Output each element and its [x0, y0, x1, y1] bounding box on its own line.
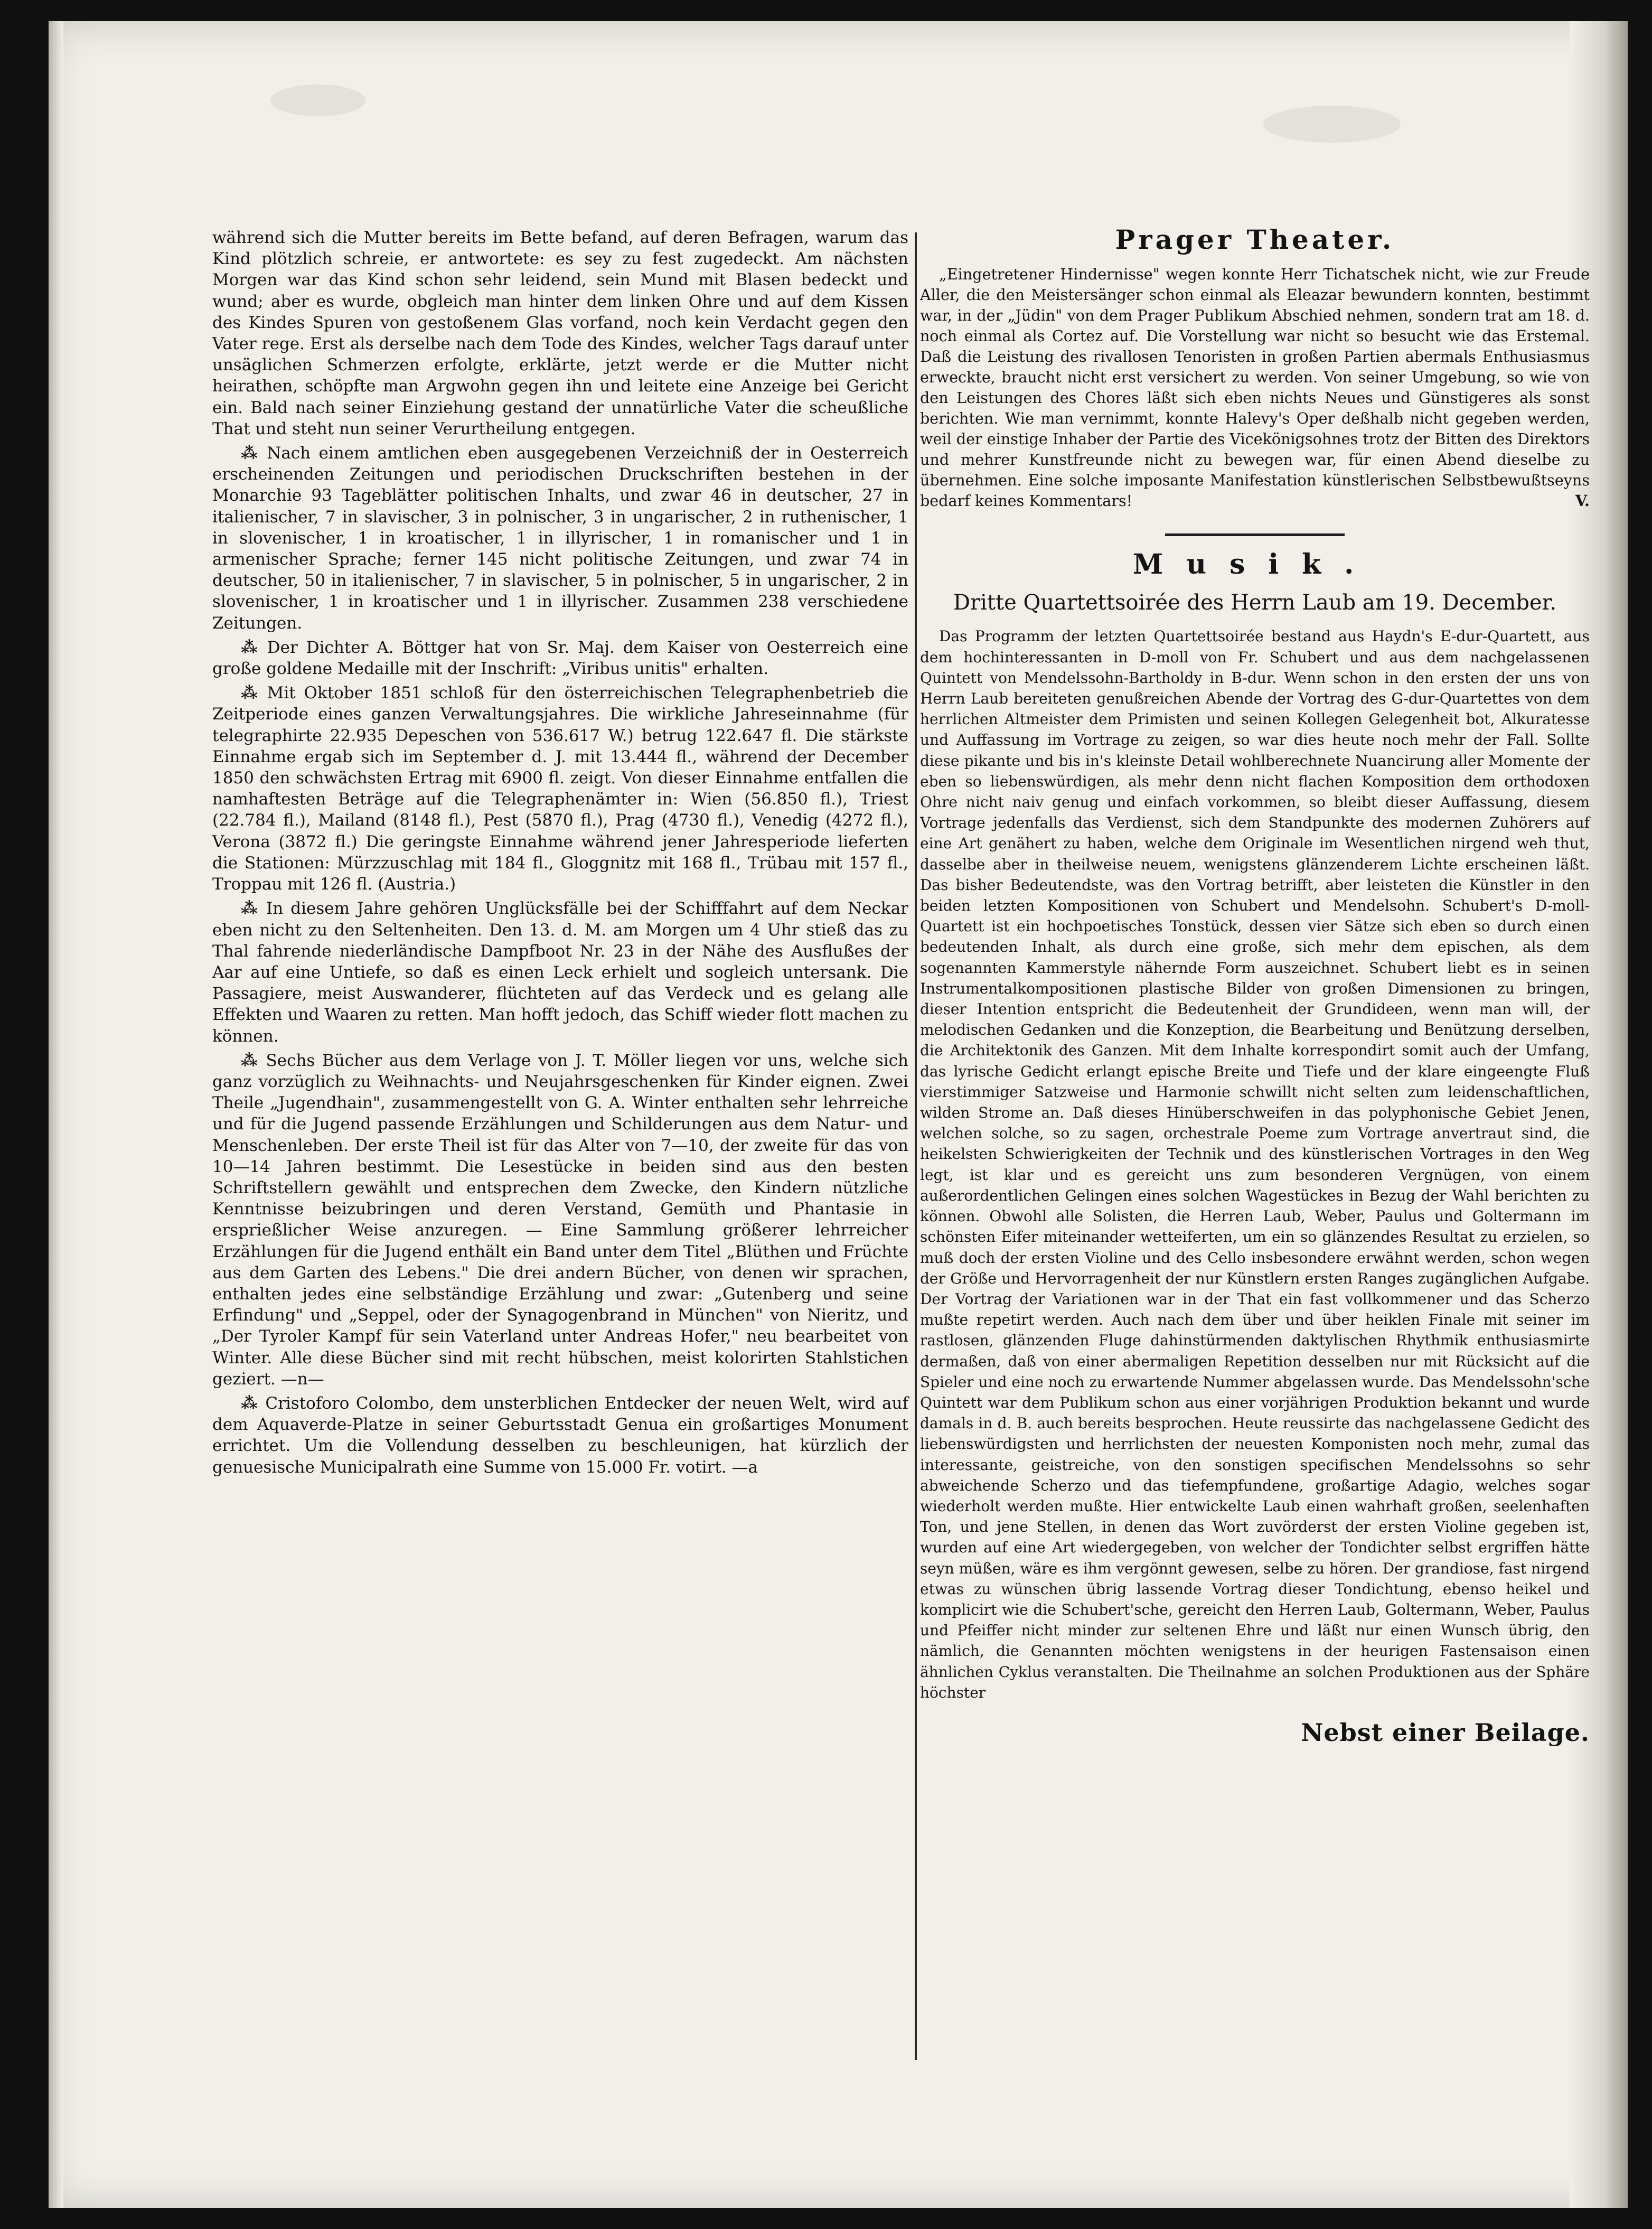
asterism-icon: ⁂: [241, 683, 262, 703]
theatre-signature: V.: [1575, 492, 1590, 510]
asterism-icon: ⁂: [241, 444, 262, 463]
music-subheading: Dritte Quartettsoirée des Herrn Laub am 19. December.: [953, 591, 1557, 615]
asterism-icon: ⁂: [241, 1051, 261, 1070]
news-item: während sich die Mutter bereits im Bette befand, auf deren Befragen, warum das Kind plötzlich schreie, er antwortete: es sey zu fest zugedeckt. Am nächsten Morgen war das Kind schon sehr leidend, sein Mund mit Blasen bedeckt und wund; aber es wurde, obgleich man hinter dem linken Ohre und auf dem Kissen des Kindes Spuren von gestoßenem Glas vorfand, noch kein Verdacht gegen den Vater rege. Erst als derselbe nach dem Tode des Kindes, welcher Tags darauf unter unsäglichen Schmerzen erfolgte, erklärte, jetzt werde er die Mutter nicht heirathen, schöpfte man Argwohn gegen ihn und leitete eine Anzeige bei Gericht ein. Bald nach seiner Einziehung gestand der unnatürliche Vater die scheußliche That und steht nun seiner Verurtheilung entgegen.: [212, 228, 908, 438]
column-divider: [915, 232, 917, 2060]
right-column: [920, 224, 1590, 1747]
news-item: ⁂ Nach einem amtlichen eben ausgegebenen Verzeichniß der in Oesterreich erscheinenden Zeitungen und periodischen Druckschriften bestehen in der Monarchie 93 Tageblätter politischen Inhalts, und zwar 46 in deutscher, 27 in italienischer, 7 in slavischer, 3 in polnischer, 3 in ungarischer, 2 in ruthenischer, 1 in slovenischer, 1 in kroatischer, 1 in illyrischer, 1 in romanischer und 1 in armenischer Sprache; ferner 145 nicht politische Zeitungen, und zwar 74 in deutscher, 50 in italienischer, 7 in slavischer, 5 in polnischer, 5 in ungarischer, 2 in slovenischer, 1 in kroatischer und 1 in illyrischer. Zusammen 238 verschiedene Zeitungen.: [212, 444, 908, 633]
news-item: ⁂ Cristoforo Colombo, dem unsterblichen Entdecker der neuen Welt, wird auf dem Aquaverde-Platze in seiner Geburtsstadt Genua ein großartiges Monument errichtet. Um die Vollendung desselben zu beschleunigen, hat kürzlich der genuesische Municipalrath eine Summe von 15.000 Fr. votirt. —a: [212, 1393, 908, 1477]
paper-stain: [1263, 106, 1401, 143]
news-item: ⁂ Sechs Bücher aus dem Verlage von J. T. Möller liegen vor uns, welche sich ganz vorzüglich zu Weihnachts- und Neujahrsgeschenken für Kinder eignen. Zwei Theile „Jugendhain", zusammengestellt von G. A. Winter enthalten sehr lehrreiche und für die Jugend passende Erzählungen und Schilderungen aus dem Natur- und Menschenleben. Der erste Theil ist für das Alter von 7—10, der zweite für das von 10—14 Jahren bestimmt. Die Lesestücke in beiden sind aus den besten Schriftstellern gewählt und entsprechen dem Zwecke, den Kindern nützliche Kenntnisse beizubringen und deren Verstand, Gemüth und Phantasie in ersprießlicher Weise anzuregen. — Eine Sammlung größerer lehrreicher Erzählungen für die Jugend enthält ein Band unter dem Titel „Blüthen und Früchte aus dem Garten des Lebens." Die drei andern Bücher, von denen wir sprachen, enthalten jedes eine selbständige Erzählung und zwar: „Gutenberg und seine Erfindung" und „Seppel, oder der Synagogenbrand in München" von Nieritz, und „Der Tyroler Kampf für sein Vaterland unter Andreas Hofer," neu bearbeitet von Winter. Alle diese Bücher sind mit recht hübschen, meist kolorirten Stahlstichen geziert. —n—: [212, 1051, 909, 1389]
supplement-note: Nebst einer Beilage.: [1301, 1718, 1590, 1747]
left-column: [212, 227, 908, 1481]
theatre-heading: Prager Theater.: [1115, 224, 1395, 255]
section-rule: [1165, 533, 1345, 536]
asterism-icon: ⁂: [241, 1393, 260, 1413]
news-item: ⁂ Mit Oktober 1851 schloß für den österreichischen Telegraphenbetrieb die Zeitperiode eines ganzen Verwaltungsjahres. Die wirkliche Jahreseinnahme (für telegraphirte 22.935 Depeschen von 536.617 W.) betrug 122.647 fl. Die stärkste Einnahme ergab sich im September d. J. mit 13.444 fl., während der December 1850 den schwächsten Ertrag mit 6900 fl. zeigt. Von dieser Einnahme entfallen die namhaftesten Beträge auf die Telegraphenämter in: Wien (56.850 fl.), Triest (22.784 fl.), Mailand (8148 fl.), Pest (5870 fl.), Prag (4730 fl.), Venedig (4272 fl.), Verona (3872 fl.) Die geringste Einnahme während jener Jahresperiode lieferten die Stationen: Mürzzuschlag mit 184 fl., Gloggnitz mit 168 fl., Trübau mit 157 fl., Troppau mit 126 fl. (Austria.): [212, 683, 908, 894]
music-section: [920, 548, 1590, 1703]
music-text: Das Programm der letzten Quartettsoirée bestand aus Haydn's E-dur-Quartett, aus dem hochinteressanten in D-moll von Fr. Schubert und aus dem nachgelassenen Quintett von Mendelssohn-Bartholdy in B-dur. Wenn schon in den ersten der uns von Herrn Laub bereiteten genußreichen Abende der Vortrag des G-dur-Quartettes von dem herrlichen Altmeister dem Primisten und seinen Kollegen Gelegenheit bot, Alkuratesse und Auffassung im Vortrage zu zeigen, so war dies heute noch mehr der Fall. Sollte diese pikante und bis in's kleinste Detail wohlberechnete Nuancirung aller Momente der eben so liebenswürdigen, als mehr denn nicht flachen Komposition dem orthodoxen Ohre nicht naiv genug und einfach vorkommen, so bleibt dieser Auffassung, diesem Vortrage jedenfalls das Verdienst, sich dem Standpunkte des modernen Zuhörers auf eine Art genähert zu haben, welche dem Originale im Wesentlichen nirgend weh thut, dasselbe aber in theilweise neuem, wenigstens glänzenderem Lichte erscheinen läßt. Das bisher Bedeutendste, was den Vortrag betrifft, aber leisteten die Künstler in den beiden letzten Kompositionen von Schubert und Mendelsohn. Schubert's D-moll-Quartett ist ein hochpoetisches Tonstück, dessen vier Sätze sich eben so durch einen bedeutenden Inhalt, als durch eine große, sich mehr dem epischen, als dem sogenannten Kammerstyle nähernde Form auszeichnet. Schubert liebt es in seinen Instrumentalkompositionen plastische Bilder von großen Dimensionen zu bringen, dieser Intention entspricht die Bedeutenheit der Grundideen, wenn man will, der melodischen Gedanken und die Konzeption, die Bearbeitung und Benützung derselben, die Architektonik des Ganzen. Mit dem Inhalte korrespondirt somit auch der Umfang, das lyrische Gedicht erlangt epische Breite und Tiefe und der klare eingeengte Fluß vierstimmiger Satzweise und Harmonie schwillt nicht selten zum leidenschaftlichen, wilden Strome an. Daß dieses Hinüberschweifen in das polyphonische Gebiet Jenen, welchen solche, so zu sagen, orchestrale Poeme zum Vortrage anvertraut sind, die heikelsten Schwierigkeiten der Technik und des künstlerischen Vortrages in den Weg legt, ist klar und es gereicht uns zum besonderen Vergnügen, von einem außerordentlichen Gelingen eines solchen Wagestückes in Bezug der Wahl berichten zu können. Obwohl alle Solisten, die Herren Laub, Weber, Paulus und Goltermann im schönsten Eifer miteinander wetteiferten, um ein so glänzendes Resultat zu erzielen, so muß doch der ersten Violine und des Cello insbesondere erwähnt werden, schon wegen der Größe und Hervorragenheit der nur Künstlern ersten Ranges zugänglichen Aufgabe. Der Vortrag der Variationen war in der That ein fast vollkommener und das Scherzo mußte repetirt werden. Auch nach dem über und über heiklen Finale mit seiner im rastlosen, glänzenden Fluge dahinstürmenden daktylischen Rhythmik enthusiasmirte dermaßen, daß von einer abermaligen Repetition desselben nur mit Rücksicht auf die Spieler und eine noch zu erwartende Nummer abgelassen wurde. Das Mendelssohn'sche Quintett war dem Publikum schon aus einer vorjährigen Produktion bekannt und wurde damals in d. B. auch bereits besprochen. Heute reussirte das nachgelassene Gedicht des liebenswürdigsten und herrlichsten der neuesten Komponisten noch mehr, zumal das interessante, geistreiche, von den sonstigen specifischen Mendelssohns so sehr abweichende Scherzo und das tiefempfundene, großartige Adagio, welches sogar wiederholt werden mußte. Hier entwickelte Laub einen wahrhaft großen, seelenhaften Ton, und jene Stellen, in denen das Wort zuvörderst der ersten Violine gegeben ist, wurden auf eine Art wiedergegeben, von welcher der Tondichter selbst ergriffen hätte seyn müßen, wäre es ihm vergönnt gewesen, selbe zu hören. Der grandiose, fast nirgend etwas zu wünschen übrig lassende Vortrag dieser Tondichtung, ebenso heikel und komplicirt wie die Schubert'sche, gereicht den Herren Laub, Goltermann, Weber, Paulus und Pfeiffer nicht minder zur seltenen Ehre und läßt nur einen Wunsch übrig, den nämlich, die Genannten möchten wenigstens in der heurigen Fastensaison einen ähnlichen Cyklus veranstalten. Die Theilnahme an solchen Produktionen aus der Sphäre höchster: [920, 628, 1590, 1701]
newspaper-page: [49, 21, 1628, 2208]
asterism-icon: ⁂: [241, 899, 261, 919]
theatre-text: „Eingetretener Hindernisse" wegen konnte Herr Tichatschek nicht, wie zur Freude Aller, die den Meistersänger schon einmal als Eleazar bewundern konnten, bestimmt war, in der „Jüdin" von dem Prager Publikum Abschied nehmen, sondern trat am 18. d. noch einmal als Cortez auf. Die Vorstellung war nicht so besucht wie das Erstemal. Daß die Leistung des rivallosen Tenoristen in großen Partien abermals Enthusiasmus erweckte, braucht nicht erst versichert zu werden. Von seiner Umgebung, so wie von den Leistungen des Chores läßt sich eben nichts Neues und Günstigeres als sonst berichten. Wie man vernimmt, konnte Halevy's Oper deßhalb nicht gegeben werden, weil der einstige Inhaber der Partie des Vicekönigsohnes trotz der Bitten des Direktors und mehrer Kunstfreunde nicht zu bewegen war, für einen Abend dieselbe zu übernehmen. Eine solche imposante Manifestation künstlerischen Selbstbewußtseyns bedarf keines Kommentars! V.: [920, 264, 1590, 511]
theatre-section: [920, 224, 1590, 511]
music-heading: Musik.: [1132, 548, 1377, 581]
paper-stain: [270, 85, 365, 116]
page-shadow-left: [49, 21, 63, 2208]
news-item: ⁂ In diesem Jahre gehören Unglücksfälle bei der Schifffahrt auf dem Neckar eben nicht zu den Seltenheiten. Den 13. d. M. am Morgen um 4 Uhr stieß das zu Thal fahrende niederländische Dampfboot Nr. 23 in der Nähe des Ausflußes der Aar auf eine Untiefe, so daß es einen Leck erhielt und sogleich untersank. Die Passagiere, meist Auswanderer, flüchteten auf das Verdeck und es gelang alle Effekten und Waaren zu retten. Man hofft jedoch, das Schiff wieder flott machen zu können.: [212, 899, 908, 1046]
asterism-icon: ⁂: [241, 638, 262, 657]
news-item: ⁂ Der Dichter A. Böttger hat von Sr. Maj. dem Kaiser von Oesterreich eine große goldene Medaille mit der Inschrift: „Viribus unitis" erhalten.: [212, 638, 908, 679]
